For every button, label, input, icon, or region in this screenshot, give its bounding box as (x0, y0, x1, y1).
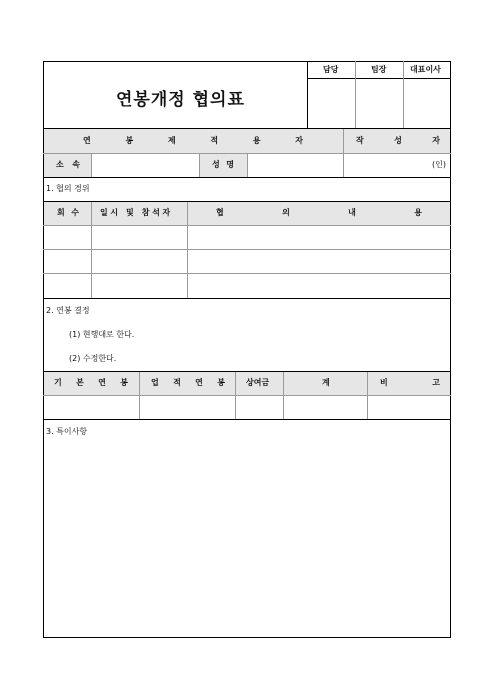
section2-col-performance-salary: 업 적 연 봉 (151, 378, 225, 387)
name-label: 성 명 (212, 160, 234, 169)
approval-box-ceo[interactable] (404, 79, 451, 128)
performance-salary-field[interactable] (140, 396, 235, 419)
document-title: 연봉개정 협의표 (116, 90, 245, 110)
base-salary-field[interactable] (44, 396, 139, 419)
section1-col-datetime: 일시 및 참석자 (100, 208, 173, 217)
note-field[interactable] (368, 396, 450, 419)
applicant-writer-divider (343, 129, 344, 153)
section2-col-bonus: 상여금 (246, 378, 270, 387)
row-line-419 (43, 419, 451, 420)
row-line-177 (43, 177, 451, 178)
section1-row-3[interactable] (44, 274, 450, 297)
writer-header-label: 작 성 자 (356, 136, 440, 145)
section3-heading: 3. 특이사항 (46, 427, 88, 436)
special-notes-area[interactable] (44, 440, 450, 636)
name-divider-left (199, 154, 200, 177)
name-field[interactable] (248, 154, 343, 177)
section1-heading: 1. 협의 경위 (46, 184, 90, 193)
section2-heading: 2. 연봉 결정 (46, 306, 90, 315)
applicant-header-label: 연 봉 제 적 용 자 (83, 136, 303, 145)
writer-field[interactable] (344, 154, 429, 177)
approval-box-teamlead[interactable] (356, 79, 403, 128)
approval-manager-label: 담당 (323, 65, 339, 74)
seal-mark: (인) (432, 160, 446, 169)
total-field[interactable] (284, 396, 367, 419)
section2-col-base-salary: 기 본 연 봉 (54, 378, 128, 387)
approval-ceo-label: 대표이사 (410, 65, 441, 74)
section1-row-1[interactable] (44, 226, 450, 249)
approval-box-manager[interactable] (308, 79, 355, 128)
section1-col-round: 회 수 (57, 208, 79, 217)
dept-label: 소 속 (56, 160, 80, 169)
section2-option-1: (1) 현행대로 한다. (69, 330, 135, 339)
section1-col-content: 협 의 내 용 (216, 208, 422, 217)
section2-col-note: 비 고 (380, 378, 440, 387)
row-line-298 (43, 298, 451, 299)
section2-col-total: 계 (322, 378, 330, 387)
section2-option-2: (2) 수정한다. (69, 354, 117, 363)
approval-teamlead-label: 팀장 (371, 65, 387, 74)
dept-field[interactable] (92, 154, 199, 177)
bonus-field[interactable] (236, 396, 283, 419)
section1-row-2[interactable] (44, 250, 450, 273)
